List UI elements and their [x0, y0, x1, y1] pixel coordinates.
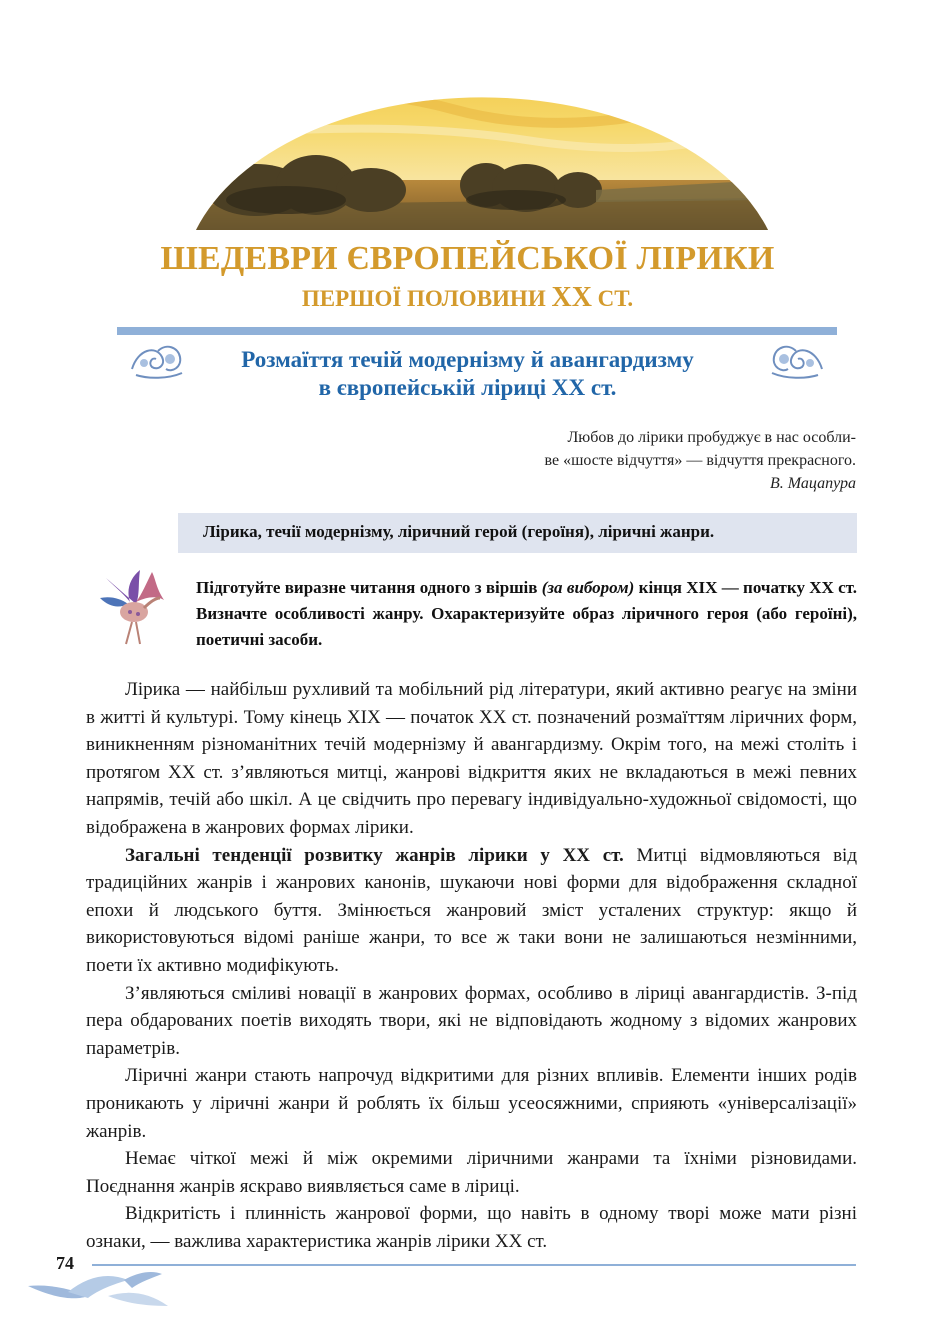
task-part1: Підготуйте виразне читання одного з віршів — [196, 578, 542, 597]
epigraph-author: В. Мацапура — [770, 475, 856, 492]
task-instruction — [196, 575, 857, 653]
paragraph-1: Лірика — найбільш рухливий та мобільний рід літератури, який активно реагує на зміни в житті й культурі. Тому кінець XIX — початок XX ст. позначений розмаїттям ліричних форм, виникненням різноманітних течій модернізму й авангардизму. Окрім того, на межі століть і протягом XX ст. з’являються митці, жанрові відкриття яких не вкладаються в межі певних напрямів, течій або шкіл. А це свідчить про перевагу індивідуально-художньої свідомості, що відображена в жанрових формах лірики. — [86, 679, 857, 838]
chapter-title: ШЕДЕВРИ ЄВРОПЕЙСЬКОЇ ЛІРИКИ — [160, 240, 775, 277]
section-title — [160, 346, 775, 402]
epigraph-line2: ве «шосте відчуття» — відчуття прекрасного. — [544, 452, 856, 469]
section-divider — [117, 327, 837, 335]
section-title-line1: Розмаїття течій модернізму й авангардизму — [241, 347, 694, 372]
chapter-subtitle-suffix: СТ. — [591, 286, 634, 311]
header-landscape-painting — [196, 40, 768, 230]
paragraph-2-heading: Загальні тенденції розвитку жанрів лірики у XX ст. — [125, 844, 624, 866]
paragraph-2 — [86, 842, 857, 980]
chapter-subtitle-century: XX — [551, 282, 592, 313]
paragraph-2-text: Митці відмовляються від традиційних жанрів і жанрових канонів, шукаючи нові форми для відображення складної епохи й людського буття. Змінюється жанровий зміст усталених структур: якщо й використовуються відомі раніше жанри, то все ж таки вони не залишаються незмінними, поети їх активно модифікують. — [86, 844, 857, 976]
paragraph-4: Ліричні жанри стають напрочуд відкритими для різних впливів. Елементи інших родів проникають у ліричні жанри й роблять їх більш усеосяжними, сприяють «універсалізації» жанрів. — [86, 1065, 857, 1142]
ornament-right-icon — [768, 339, 826, 381]
task-italic: (за вибором) — [541, 578, 635, 597]
body-text — [86, 676, 857, 1255]
keywords-text: Лірика, течії модернізму, ліричний герой (героїня), ліричні жанри. — [203, 522, 715, 541]
epigraph — [420, 426, 856, 495]
chapter-subtitle-prefix: ПЕРШОЇ ПОЛОВИНИ — [301, 286, 552, 311]
page-number: 74 — [56, 1253, 74, 1273]
task-part2: кінця XIX — початку XX ст. Визначте особливості жанру. Охарактеризуйте образ ліричного героя (або героїні), поетичні засоби. — [196, 578, 857, 649]
crane-bird-icon — [96, 568, 166, 650]
paragraph-6: Відкритість і плинність жанрової форми, що навіть в одному творі може мати різні ознаки, — важлива характеристика жанрів лірики XX ст. — [86, 1203, 857, 1252]
paragraph-3: З’являються сміливі новації в жанрових формах, особливо в ліриці авангардистів. З-під пера обдарованих поетів виходять твори, які не відповідають жодному з відомих жанрових параметрів. — [86, 982, 857, 1059]
paragraph-5: Немає чіткої межі й між окремими ліричними жанрами та їхніми різновидами. Поєднання жанрів яскраво виявляється саме в ліриці. — [86, 1148, 857, 1197]
epigraph-line1: Любов до лірики пробуджує в нас особли- — [567, 429, 856, 446]
flying-birds-icon — [28, 1266, 178, 1314]
chapter-subtitle — [0, 282, 935, 314]
section-title-line2: в європейській ліриці XX ст. — [318, 375, 617, 400]
footer-rule — [92, 1264, 856, 1266]
